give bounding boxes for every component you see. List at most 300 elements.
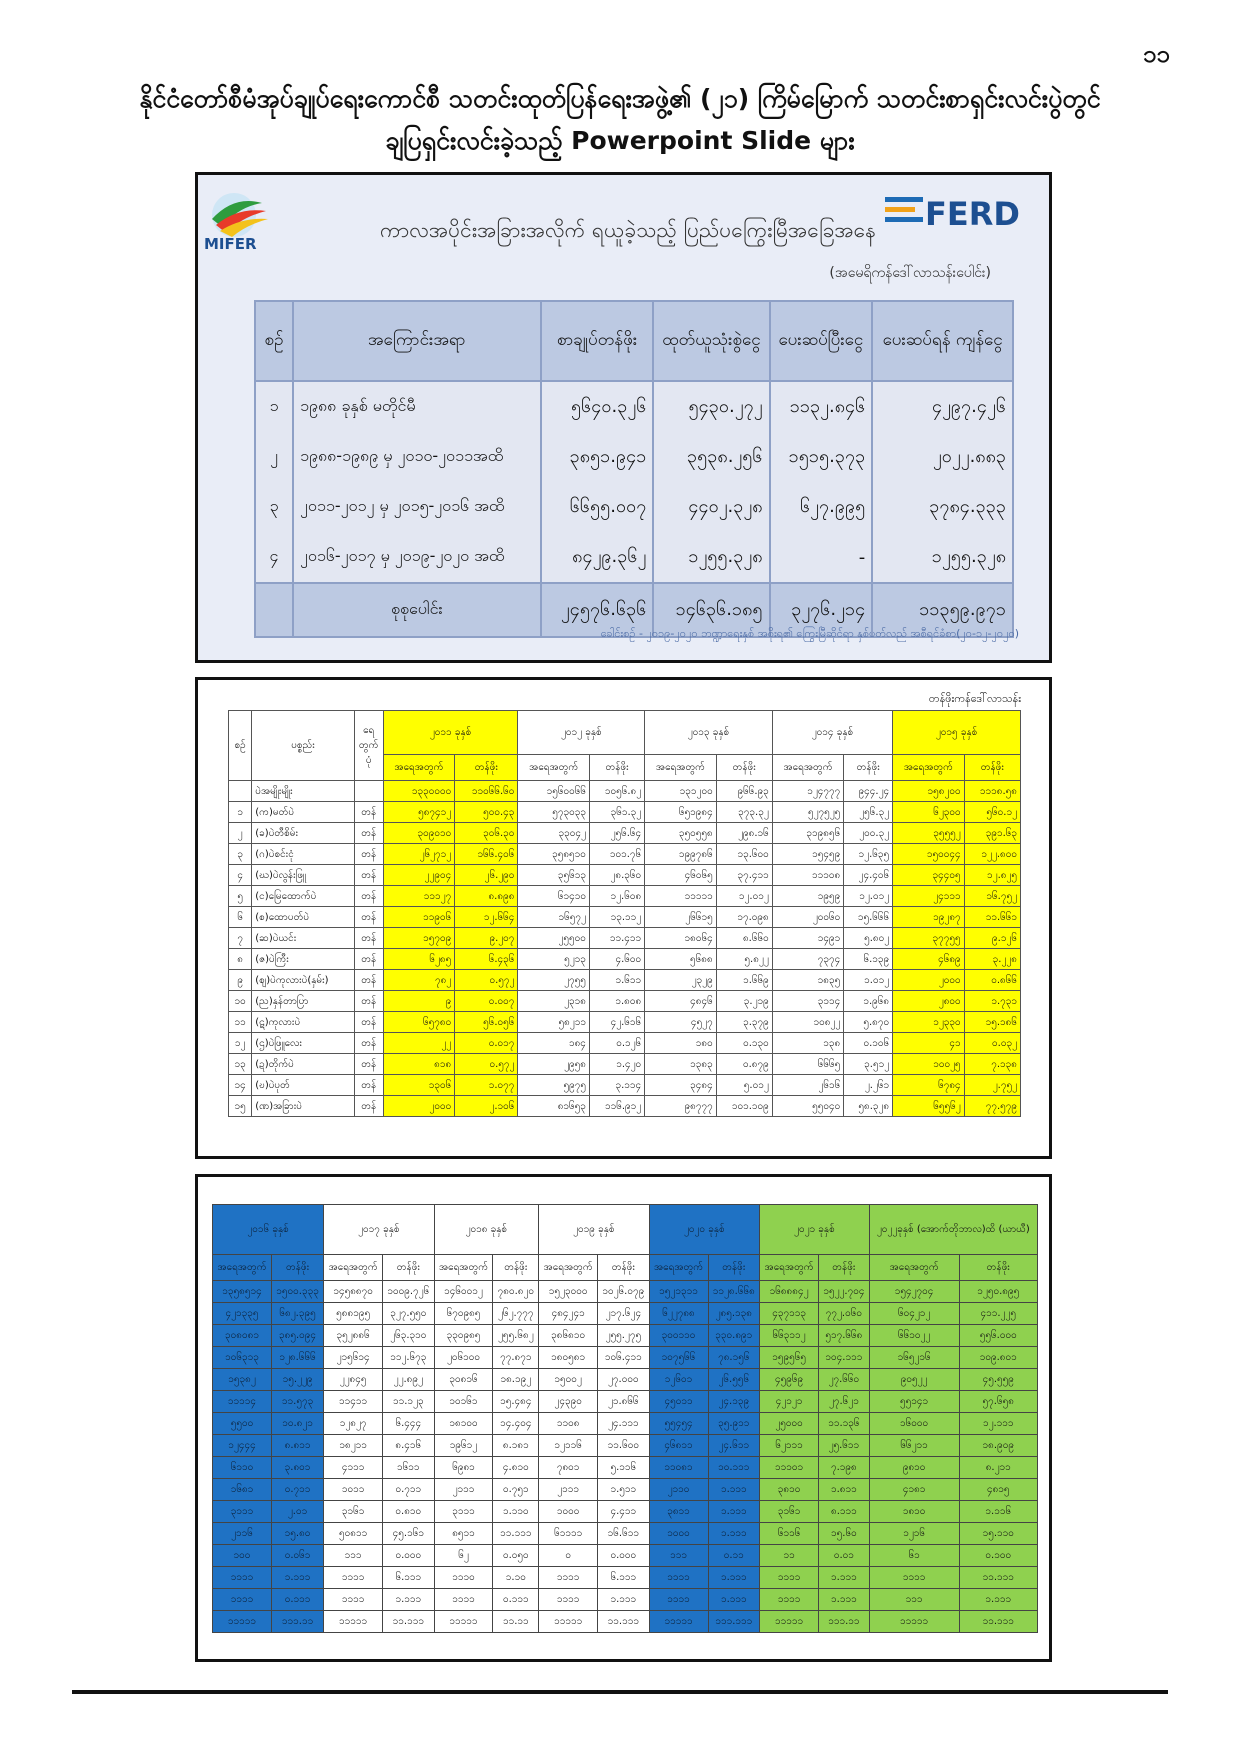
row-cell: ၁၁၁၁ — [869, 1567, 959, 1589]
row-cell: ၁၂.၆၆၄ — [455, 907, 518, 928]
row-cell: ၂၁၁၁ — [539, 1479, 598, 1501]
row-cell: ၁၁၀၈ — [539, 1413, 598, 1435]
slide1-source: ခေါင်းစဉ် - ၂၀၁၉-၂၀၂၀ ဘဏ္ဍာရေးနှစ် အစိုးရ၏ ကြွေးမြီဆိုင်ရာ နှစ်ပတ်လည် အစီရင်ခံစာ(၂၀-၁၂-၂၀၂၀) — [600, 627, 1019, 640]
row-idx: ၁၃ — [229, 1054, 252, 1075]
row-cell: ၁၁.၄၁၁ — [589, 928, 644, 949]
row-cell: ၂၁.၈၆၆ — [598, 1391, 649, 1413]
row-cell: ၀ — [539, 1545, 598, 1567]
row-cell: ၁၆၅၂၁၆ — [869, 1347, 959, 1369]
row-cell: ၁၅.၄၈၄ — [493, 1391, 539, 1413]
row-idx: ၁၄ — [229, 1075, 252, 1096]
summary-cell: ၉၆၆.၉၃ — [716, 781, 772, 802]
row-cell: ၀.၀၀၇ — [455, 991, 518, 1012]
row-cell: ၁၅၀၀၄၄ — [893, 844, 965, 865]
row-cell: ၂၇.၀၀၀ — [598, 1369, 649, 1391]
row-idx: ၁၁ — [229, 1012, 252, 1033]
row-cell: ၀.၅၇၂ — [455, 970, 518, 991]
row-cell: ၁.၁၀ — [493, 1567, 539, 1589]
row-cell: ၃၄၄၀၅ — [893, 865, 965, 886]
row-cell: ၆၇၀၉၈၅ — [434, 1303, 493, 1325]
row-cell: ၁၆၆.၄၀၆ — [455, 844, 518, 865]
beans-table-b-year-header — [213, 1205, 1038, 1255]
row-item: (ဈ)ပဲကုလားပဲ(နှမ်း) — [252, 970, 354, 991]
row-cell: ၁၉၉၇၈၆ — [645, 844, 717, 865]
row-cell: ၁၁၁ — [324, 1545, 383, 1567]
row-cell: ၁၃၈ — [772, 1033, 844, 1054]
summary-cell: ၁၃၁၂၀၀ — [645, 781, 717, 802]
sub-header-value: တန်ဖိုး — [271, 1255, 323, 1281]
row-item: ၂၀၁၆-၂၀၁၇ မှ ၂၀၁၉-၂၀၂၀ အထိ — [293, 532, 541, 583]
row-cell: ၃၁၆၁ — [760, 1501, 819, 1523]
beans-table-row — [229, 802, 1021, 823]
row-cell: ၁၂.၈၂၅ — [964, 865, 1020, 886]
summary-label: ပဲအမျိုးမျိုး — [252, 781, 354, 802]
row-item: (ဌ)ပဲဖြူလေး — [252, 1033, 354, 1054]
row-cell: ၈.၁၈၁ — [493, 1435, 539, 1457]
row-cell: ၁၆၈၁ — [213, 1479, 272, 1501]
year-header: ၂၀၁၈ ခုနှစ် — [434, 1205, 539, 1255]
row-cell: ၁၅.၂၂၉ — [271, 1369, 323, 1391]
row-cell: ၂၇၅၅ — [518, 970, 590, 991]
row-cell: ၃၁၉၈၅၆ — [772, 823, 844, 844]
beans-table-row — [229, 928, 1021, 949]
beans-table-row — [229, 1012, 1021, 1033]
row-cell: ၂၁၁၀ — [649, 1479, 708, 1501]
row-cell: ၄၅၉၆၉ — [760, 1369, 819, 1391]
row-cell: ၁.၁၁၁ — [708, 1479, 760, 1501]
row-cell: ၃၉၁.၆၃ — [964, 823, 1020, 844]
row-cell: ၁၁၁၂၇ — [383, 886, 455, 907]
row-cell: ၁၂.၆၃၅ — [844, 844, 893, 865]
year-header: ၂၀၁၅ ခုနှစ် — [893, 711, 1021, 755]
row-cell: ၁၁.၁၂၃ — [383, 1391, 434, 1413]
row-cell: ၄၆၈၁၁ — [649, 1435, 708, 1457]
beans-table-row — [229, 1054, 1021, 1075]
sub-header-value: တန်ဖိုး — [959, 1255, 1037, 1281]
row-cell: ၃၀၈၁၆ — [434, 1369, 493, 1391]
bottom-rule — [72, 1690, 1168, 1694]
row-cell: ၆၁၁၁၁ — [539, 1523, 598, 1545]
row-cell: ၁၂၈.၆၆၆ — [271, 1347, 323, 1369]
row-cell: ၆၅၇၈၀ — [383, 1012, 455, 1033]
slide1-unit: (အမေရိကန်ဒေါ်လာသန်းပေါင်း) — [829, 265, 991, 281]
row-cell: ၃၁၁၄ — [772, 991, 844, 1012]
row-remaining: ၃၇၈၄.၃၃၃ — [872, 482, 1013, 532]
sub-header-qty: အရေအတွက် — [324, 1255, 383, 1281]
slide2-unit: တန်ဖိုးကန်ဒေါ်လာသန်း — [928, 692, 1021, 705]
row-cell: ၃၀၉၀၁၀ — [383, 823, 455, 844]
row-cell: ၁၈၀၆၄ — [645, 928, 717, 949]
row-cell: ၂၂၈၄၅ — [324, 1369, 383, 1391]
row-cell: ၁၁၁.၁၁ — [271, 1611, 323, 1633]
row-cell: ၅၅၄၅၄ — [649, 1413, 708, 1435]
row-item: (ဍ)တိုက်ပဲ — [252, 1054, 354, 1075]
row-cell: ၇၈၀၁ — [539, 1457, 598, 1479]
row-cell: ၂၃၁၈ — [518, 991, 590, 1012]
row-cell: ၅၆.၀၅၆ — [455, 1012, 518, 1033]
col-unit: ရေ တွက် ပုံ — [354, 711, 383, 781]
summary-cell: ၁၅၂၂.၇၀၄ — [819, 1281, 870, 1303]
row-cell: ၆၁ — [869, 1545, 959, 1567]
year-header: ၂၀၁၆ ခုနှစ် — [213, 1205, 324, 1255]
row-cell: ၁၁၁၁ — [434, 1589, 493, 1611]
row-cell: ၁၁၁.၁၁ — [819, 1611, 870, 1633]
row-cell: ၂.၀၁ — [271, 1501, 323, 1523]
row-cell: ၃၂၇.၅၅၀ — [383, 1303, 434, 1325]
row-remaining: ၁၂၅၅.၃၂၈ — [872, 532, 1013, 583]
beans-table-row — [213, 1413, 1038, 1435]
row-cell: ၁၁၁၁၁ — [539, 1611, 598, 1633]
year-header: ၂၀၂၂ခုနှစ် (အောက်တိုဘာလ)ထိ (ယာယီ) — [869, 1205, 1037, 1255]
row-cell: ၂၂ — [383, 1033, 455, 1054]
year-header: ၂၀၂၁ ခုနှစ် — [760, 1205, 870, 1255]
row-cell: ၁၁၁ — [649, 1545, 708, 1567]
row-cell: ၃.၈၀၁ — [271, 1457, 323, 1479]
beans-table-row — [213, 1435, 1038, 1457]
sub-header-value: တန်ဖိုး — [598, 1255, 649, 1281]
row-repaid: ၆၂၇.၉၉၅ — [770, 482, 873, 532]
row-item: (စ)ထောပတ်ပဲ — [252, 907, 354, 928]
summary-cell: ၁၃၃၀၀၀၀ — [383, 781, 455, 802]
row-cell: ၁၂၁၆ — [869, 1523, 959, 1545]
row-cell: ၁၇.၀၉၈ — [716, 907, 772, 928]
row-cell: ၂၄.၄၀၆ — [844, 865, 893, 886]
row-unit: တန် — [354, 802, 383, 823]
row-item: (င)မြေထောက်ပဲ — [252, 886, 354, 907]
row-cell: ၆၂၃၀၀ — [893, 802, 965, 823]
row-cell: ၆.၁၁၁ — [383, 1567, 434, 1589]
row-cell: ၁.၁၁၁ — [271, 1567, 323, 1589]
row-cell: ၀.၇၁၁ — [383, 1479, 434, 1501]
row-cell: ၁၁၁၁ — [213, 1589, 272, 1611]
col-idx: စဉ် — [255, 301, 293, 381]
row-cell: ၃၀၀၁၁၀ — [649, 1325, 708, 1347]
row-cell: ၁၁၁၁ — [649, 1567, 708, 1589]
row-cell: ၁၀၄.၁၁၁ — [819, 1347, 870, 1369]
row-cell: ၁၈၁၀ — [869, 1501, 959, 1523]
summary-cell: ၁၅၄၂၇၀၄ — [869, 1281, 959, 1303]
row-cell: ၁၁.၆၀၀ — [598, 1435, 649, 1457]
row-cell: ၅၉၇၅ — [518, 1075, 590, 1096]
sub-header-qty: အရေအတွက် — [434, 1255, 493, 1281]
row-cell: ၁၉၆၁၂ — [434, 1435, 493, 1457]
slide-beans-export-2016-2022 — [195, 1174, 1052, 1662]
row-cell: ၉.၁၂၆ — [964, 928, 1020, 949]
col-repaid: ပေးဆပ်ပြီးငွေ — [770, 301, 873, 381]
row-cell: ၁၀၀၀ — [649, 1523, 708, 1545]
row-cell: ၂.၇၅၂ — [964, 1075, 1020, 1096]
row-cell: ၁.၁၁၁ — [708, 1501, 760, 1523]
row-cell: ၂၆၆၁၅ — [645, 907, 717, 928]
debt-table-row — [255, 532, 1013, 583]
row-cell: ၁၀၀ — [213, 1545, 272, 1567]
summary-cell: ၁၂၄၇၇၇ — [772, 781, 844, 802]
row-cell: ၁၉၅၉ — [772, 886, 844, 907]
sub-header-qty: အရေအတွက် — [518, 755, 590, 781]
row-cell: ၅၇.၆၅၈ — [959, 1391, 1037, 1413]
row-cell: ၂၀၀၀ — [893, 970, 965, 991]
row-cell: ၅၅၁၄၁ — [869, 1391, 959, 1413]
row-cell: ၃၁၁၁ — [213, 1501, 272, 1523]
row-cell: ၃၆၁.၃၂ — [589, 802, 644, 823]
row-cell: ၁၈၄ — [518, 1033, 590, 1054]
row-drawn: ၅၄၃၀.၂၇၂ — [653, 381, 769, 432]
row-cell: ၂၂.၈၉၂ — [383, 1369, 434, 1391]
row-drawn: ၄၄၀၂.၃၂၈ — [653, 482, 769, 532]
row-unit: တန် — [354, 949, 383, 970]
row-cell: ၁၃၈၃ — [645, 1054, 717, 1075]
row-cell: ၂၉၅၈ — [518, 1054, 590, 1075]
row-idx: ၄ — [229, 865, 252, 886]
row-cell: ၆၅၅၆၂ — [893, 1096, 965, 1117]
row-cell: ၄၂၁၂၁ — [760, 1391, 819, 1413]
row-cell: ၁၁၁၁၁ — [869, 1611, 959, 1633]
row-cell: ၂၅၆.၃၂ — [844, 802, 893, 823]
row-cell: ၁၅၇၀၉ — [383, 928, 455, 949]
beans-table-a-year-header — [229, 711, 1021, 755]
row-cell: ၂.၁၀၆ — [455, 1096, 518, 1117]
row-cell: ၈၅၁၁ — [434, 1523, 493, 1545]
row-cell: ၁၃.၆၀၀ — [716, 844, 772, 865]
beans-table-row — [213, 1391, 1038, 1413]
summary-blank — [354, 781, 383, 802]
row-contract: ၅၆၄၀.၃၂၆ — [541, 381, 654, 432]
debt-table-row — [255, 432, 1013, 482]
row-cell: ၇.၁၉၈ — [819, 1457, 870, 1479]
row-cell: ၀.၁၁၁ — [493, 1589, 539, 1611]
row-cell: ၁၁၁၁၁ — [649, 1611, 708, 1633]
row-cell: ၁၁၁၁ — [539, 1589, 598, 1611]
summary-cell: ၁၄၆၀၀၁၂ — [434, 1281, 493, 1303]
debt-table — [254, 300, 1014, 638]
beans-table-row — [229, 886, 1021, 907]
row-cell: ၆၁၄၁၀ — [518, 886, 590, 907]
col-idx: စဉ် — [229, 711, 252, 781]
row-cell: ၈.၁၁၁ — [819, 1501, 870, 1523]
row-item: (ခ)ပဲတီစိမ်း — [252, 823, 354, 844]
year-header: ၂၀၁၃ ခုနှစ် — [645, 711, 773, 755]
row-cell: ၃၅၀၅၅၈ — [645, 823, 717, 844]
row-cell: ၁၁၁၁ — [324, 1589, 383, 1611]
total-contract: ၂၄၅၇၆.၆၃၆ — [541, 583, 654, 637]
beans-table-row — [229, 949, 1021, 970]
row-cell: ၅.၈၇၀ — [844, 1012, 893, 1033]
row-unit: တန် — [354, 907, 383, 928]
row-cell: ၁၂.၀၁၂ — [716, 886, 772, 907]
sub-header-qty: အရေအတွက် — [645, 755, 717, 781]
row-cell: ၁၁၂.၆၇၃ — [383, 1347, 434, 1369]
row-cell: ၀.၈၆၆ — [964, 970, 1020, 991]
row-unit: တန် — [354, 1075, 383, 1096]
col-item: အကြောင်းအရာ — [293, 301, 541, 381]
row-cell: ၉.၂၀၇ — [455, 928, 518, 949]
row-cell: ၁၂၆၀၁ — [649, 1369, 708, 1391]
row-cell: ၇၈.၁၅၆ — [708, 1347, 760, 1369]
row-cell: ၆၆၁၀၂၂ — [869, 1325, 959, 1347]
row-cell: ၁၁ — [760, 1545, 819, 1567]
row-cell: ၂၄.၁၁၁ — [598, 1413, 649, 1435]
row-idx: ၃ — [255, 482, 293, 532]
row-cell: ၁၆.၇၅၂ — [964, 886, 1020, 907]
summary-cell: ၁၀၀၉.၇၂၆ — [383, 1281, 434, 1303]
row-unit: တန် — [354, 823, 383, 844]
row-cell: ၂၀၀၆၀ — [772, 907, 844, 928]
row-item: ၁၉၈၈-၁၉၈၉ မှ ၂၀၁၀-၂၀၁၁အထိ — [293, 432, 541, 482]
row-cell: ၂၆၁၆ — [772, 1075, 844, 1096]
row-item: (ဆ)ပဲယင်း — [252, 928, 354, 949]
row-cell: ၀.၀၃၂ — [964, 1033, 1020, 1054]
row-cell: ၃၈၆၈၁၀ — [539, 1325, 598, 1347]
row-cell: ၃၈၅.၀၉၄ — [271, 1325, 323, 1347]
row-cell: ၁၂၃၃၀ — [893, 1012, 965, 1033]
summary-cell: ၁၁၀၆၆.၆၀ — [455, 781, 518, 802]
row-cell: ၁၀၇၅၆၆ — [649, 1347, 708, 1369]
row-cell: ၁၅.၆၀ — [819, 1523, 870, 1545]
summary-cell: ၁၀၅၆.၈၂ — [589, 781, 644, 802]
row-cell: ၄.၆၀၀ — [589, 949, 644, 970]
row-cell: ၃.၂၂၈ — [964, 949, 1020, 970]
sub-header-qty: အရေအတွက် — [213, 1255, 272, 1281]
beans-summary-row — [229, 781, 1021, 802]
summary-cell: ၁၃၅၈၅၁၄ — [213, 1281, 272, 1303]
debt-table-row — [255, 381, 1013, 432]
row-cell: ၆၉၈၁ — [434, 1457, 493, 1479]
row-idx: ၇ — [229, 928, 252, 949]
row-cell: ၁.၁၁၁ — [819, 1589, 870, 1611]
sub-header-value: တန်ဖိုး — [964, 755, 1020, 781]
row-cell: ၁၈၃၅ — [772, 970, 844, 991]
row-cell: ၁၁.၁၁ — [493, 1611, 539, 1633]
row-cell: ၂၉၈.၁၆ — [716, 823, 772, 844]
row-cell: ၂၅၀၀၀ — [760, 1413, 819, 1435]
row-cell: ၁၁၉၀၆ — [383, 907, 455, 928]
row-cell: ၁၅၄၅၉ — [772, 844, 844, 865]
row-cell: ၁၁.၁၁၁ — [383, 1611, 434, 1633]
row-cell: ၂၅၅၀၀ — [518, 928, 590, 949]
row-cell: ၀.၁၁ — [708, 1545, 760, 1567]
row-cell: ၁၁၆.၉၁၂ — [589, 1096, 644, 1117]
row-cell: ၁.၁၁၁ — [708, 1589, 760, 1611]
row-idx: ၁၅ — [229, 1096, 252, 1117]
row-cell: ၁၀.၁၁၁ — [708, 1457, 760, 1479]
row-cell: ၁၁.၆၆၁ — [964, 907, 1020, 928]
row-cell: ၄၅.၅၅၉ — [959, 1369, 1037, 1391]
beans-table-b — [212, 1204, 1038, 1633]
row-cell: ၀.၇၅၁ — [493, 1479, 539, 1501]
summary-cell: ၁၅၆၀၀၆၆ — [518, 781, 590, 802]
row-cell: ၂.၂၆၁ — [844, 1075, 893, 1096]
row-cell: ၄၂.၆၁၆ — [589, 1012, 644, 1033]
total-repaid: ၃၂၇၆.၂၁၄ — [770, 583, 873, 637]
row-remaining: ၄၂၉၇.၄၂၆ — [872, 381, 1013, 432]
year-header: ၂၀၁၄ ခုနှစ် — [772, 711, 892, 755]
summary-cell: ၇၈၀.၈၂၀ — [493, 1281, 539, 1303]
row-cell: ၁.၁၁၁ — [708, 1567, 760, 1589]
row-cell: ၀.၇၁၁ — [271, 1479, 323, 1501]
sub-header-qty: အရေအတွက် — [772, 755, 844, 781]
summary-cell: ၁၅၂၁၃၁၁ — [649, 1281, 708, 1303]
row-cell: ၁၁၁၀၁ — [760, 1457, 819, 1479]
year-header: ၂၀၁၉ ခုနှစ် — [539, 1205, 649, 1255]
row-cell: ၃၄၈၄ — [645, 1075, 717, 1096]
beans-table-row — [229, 1096, 1021, 1117]
ferd-logo-text: FERD — [925, 195, 1020, 233]
row-cell: ၁၅.၆၆၆ — [844, 907, 893, 928]
row-contract: ၃၈၅၁.၉၄၁ — [541, 432, 654, 482]
row-cell: ၁.၁၁၆ — [959, 1501, 1037, 1523]
row-cell: ၄၁၁၁ — [324, 1457, 383, 1479]
row-cell: ၂၆.၅၅၆ — [708, 1369, 760, 1391]
row-cell: ၁၀၆.၄၁၁ — [598, 1347, 649, 1369]
col-item: ပစ္စည်း — [252, 711, 354, 781]
debt-table-header — [255, 301, 1013, 381]
row-cell: ၆၆၂၁၁ — [869, 1435, 959, 1457]
row-cell: ၁၉၂၈၇ — [893, 907, 965, 928]
page-number: ၁၁ — [1143, 40, 1170, 68]
row-cell: ၅၂၁၃ — [518, 949, 590, 970]
row-cell: ၁၄.၄၀၄ — [493, 1413, 539, 1435]
row-cell: ၁.၇၃၁ — [964, 991, 1020, 1012]
row-cell: ၁၀၁.၁၀၉ — [716, 1096, 772, 1117]
row-cell: ၃၅၈၅၁၀ — [518, 844, 590, 865]
row-idx: ၅ — [229, 886, 252, 907]
total-label: စုစုပေါင်း — [293, 583, 541, 637]
row-cell: ၃၃၀၄၂ — [518, 823, 590, 844]
row-cell: ၁.၀၁၂ — [844, 970, 893, 991]
row-unit: တန် — [354, 865, 383, 886]
row-cell: ၁၀၀၀ — [539, 1501, 598, 1523]
row-repaid: ၁၁၃၂.၈၄၆ — [770, 381, 873, 432]
row-cell: ၁.၀၇၇ — [455, 1075, 518, 1096]
row-cell: ၁၀၈၂၂ — [772, 1012, 844, 1033]
row-cell: ၁၁၁၁၁ — [645, 886, 717, 907]
sub-header-qty: အရေအတွက် — [539, 1255, 598, 1281]
row-cell: ၁.၉၆၈ — [844, 991, 893, 1012]
beans-table-row — [213, 1347, 1038, 1369]
beans-summary-row — [213, 1281, 1038, 1303]
row-unit: တန် — [354, 1033, 383, 1054]
row-cell: ၂၄.၁၃၉ — [708, 1391, 760, 1413]
beans-table-row — [213, 1611, 1038, 1633]
row-cell: ၃၀၆.၃၀ — [455, 823, 518, 844]
row-cell: ၇၃၇၄ — [772, 949, 844, 970]
row-cell: ၂၀၀.၃၂ — [844, 823, 893, 844]
beans-table-row — [229, 844, 1021, 865]
row-cell: ၁.၁၁၁ — [708, 1523, 760, 1545]
row-cell: ၅၈၈၁၉၅ — [324, 1303, 383, 1325]
row-contract: ၆၆၅၅.၀၀၇ — [541, 482, 654, 532]
summary-cell: ၉၄၄.၂၄ — [844, 781, 893, 802]
row-cell: ၁.၈၀၈ — [589, 991, 644, 1012]
row-cell: ၁၂၁၁၆ — [539, 1435, 598, 1457]
row-cell: ၁၀၆၃၁၃ — [213, 1347, 272, 1369]
row-cell: ၂၁၇.၆၂၄ — [598, 1303, 649, 1325]
row-cell: ၀.၈၇၉ — [716, 1054, 772, 1075]
beans-table-row — [213, 1567, 1038, 1589]
row-cell: ၅၇၃၀၃၃ — [518, 802, 590, 823]
beans-table-row — [229, 1075, 1021, 1096]
row-cell: ၁၁၁၁ — [324, 1567, 383, 1589]
row-cell: ၁၅.၁၈၆ — [964, 1012, 1020, 1033]
row-cell: ၀.၁၁၁ — [271, 1589, 323, 1611]
row-cell: ၁၂.၀၁၂ — [844, 886, 893, 907]
row-cell: ၂၆၂၇၁၂ — [383, 844, 455, 865]
row-cell: ၁၂၈၂၇ — [324, 1413, 383, 1435]
row-cell: ၃၅၆၁၃ — [518, 865, 590, 886]
row-cell: ၁၁၁၁၄ — [213, 1391, 272, 1413]
page-title-line-1: နိုင်ငံတော်စီမံအုပ်ချုပ်ရေးကောင်စီ သတင်းထုတ်ပြန်ရေးအဖွဲ့၏ (၂၁) ကြိမ်မြောက် သတင်းစာရှင်းလင်းပွဲတွင် — [139, 84, 1101, 113]
row-cell: ၂၄၁၁၁ — [893, 886, 965, 907]
